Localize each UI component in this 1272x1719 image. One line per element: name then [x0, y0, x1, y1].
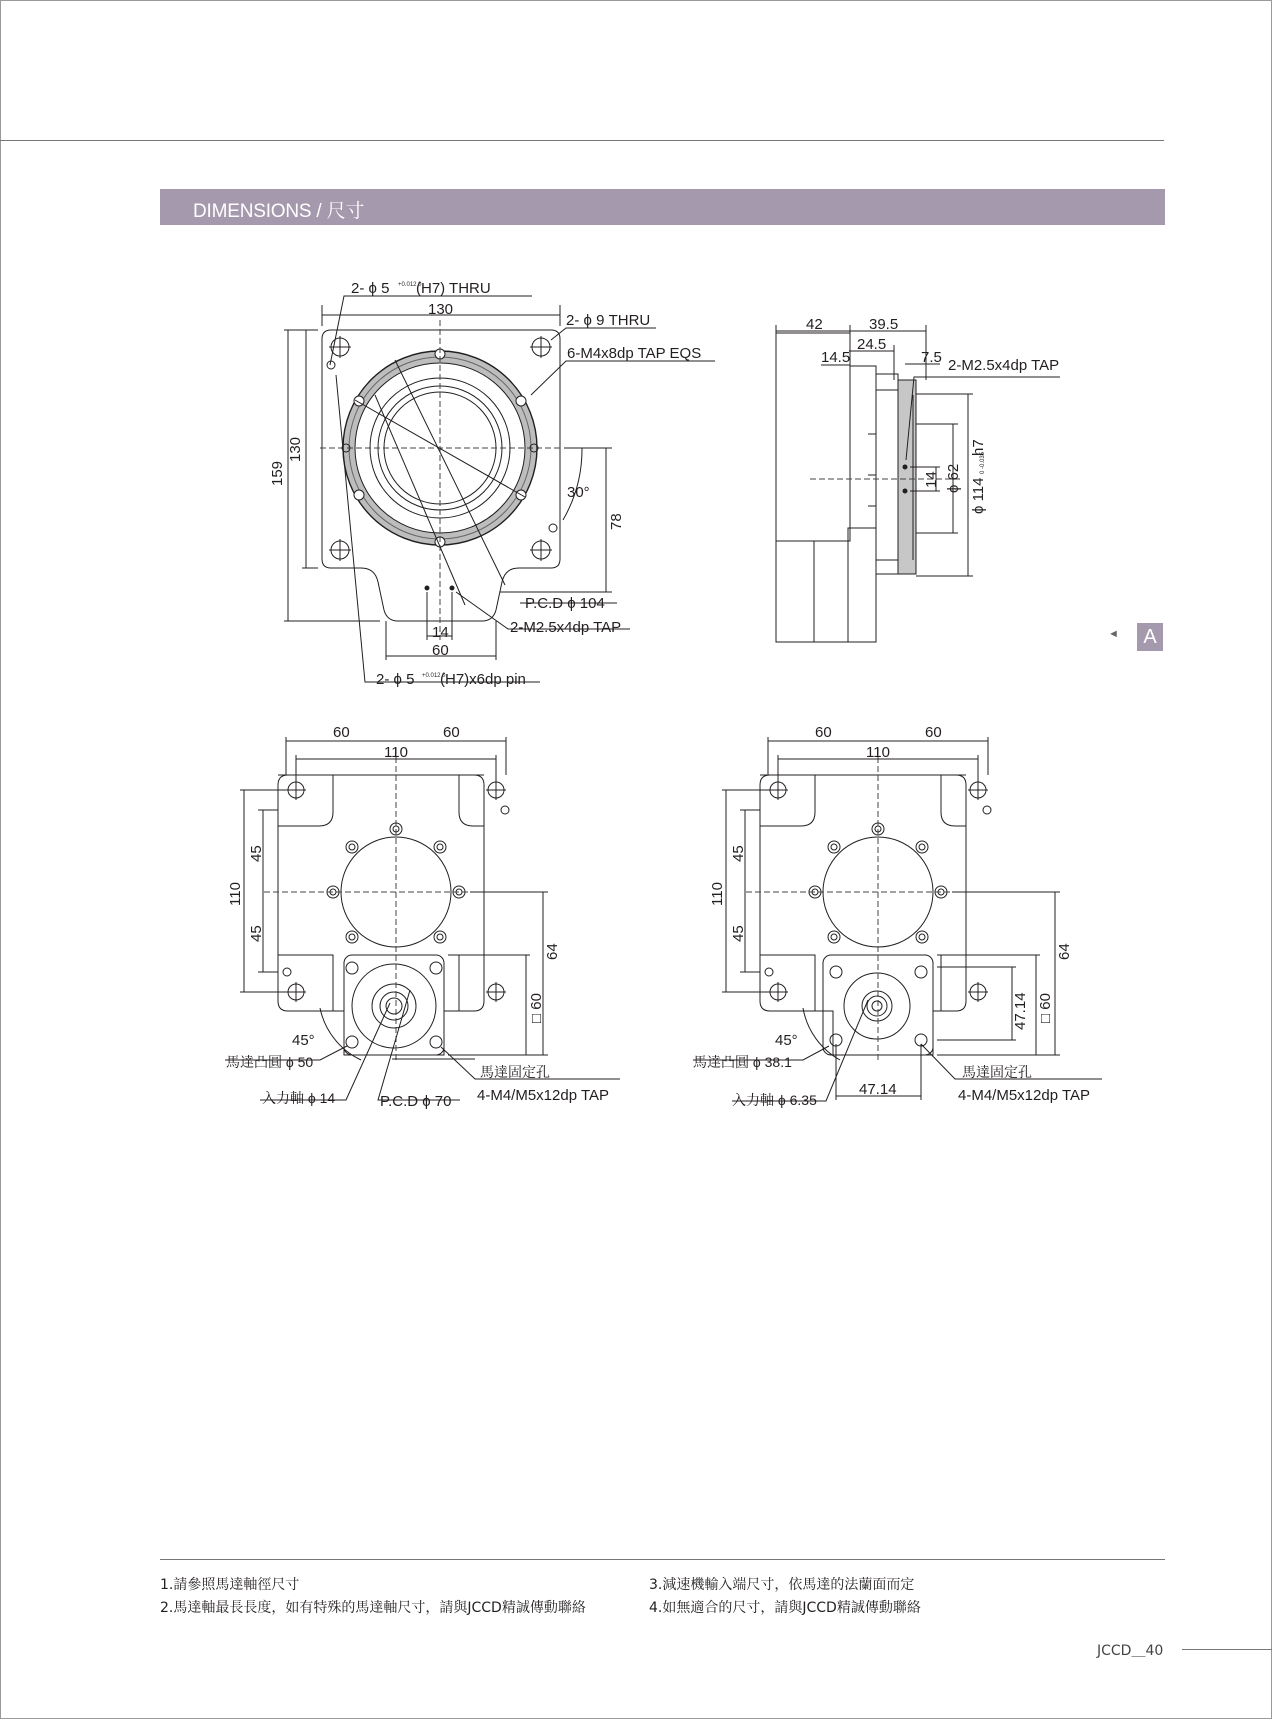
dim-side-tap: 2-M2.5x4dp TAP — [948, 357, 1060, 374]
bl-w60a: 60 — [333, 724, 350, 741]
dim-24-5: 24.5 — [857, 336, 887, 353]
dim-angle-30: 30° — [567, 484, 590, 501]
side-tab[interactable]: A — [1137, 623, 1163, 651]
dim-pin-thru-suffix: (H7) THRU — [416, 280, 491, 297]
dim-thru-hole: 2- ϕ 9 THRU — [566, 312, 651, 329]
dim-side-14: 14 — [923, 471, 940, 488]
dim-pin-dp-suffix: (H7)x6dp pin — [440, 671, 526, 688]
dim-phi-114-tol: 0 -0.035 — [980, 451, 986, 474]
note-4: 4.如無適合的尺寸，請與JCCD精誠傳動聯絡 — [649, 1600, 921, 1616]
dim-tap-small: 2-M2.5x4dp TAP — [510, 619, 622, 636]
br-h45a: 45 — [730, 845, 747, 862]
br-h45b: 45 — [730, 925, 747, 942]
footer-rule — [1182, 1649, 1272, 1650]
dim-pcd-104: P.C.D ϕ 104 — [525, 595, 605, 612]
note-2: 2.馬達軸最長長度，如有特殊的馬達軸尺寸，請與JCCD精誠傳動聯絡 — [160, 1600, 586, 1616]
section-title: DIMENSIONS / 尺寸 — [193, 201, 365, 222]
br-w60a: 60 — [815, 724, 832, 741]
dim-39-5: 39.5 — [869, 316, 899, 333]
br-sq60: □ 60 — [1037, 993, 1054, 1023]
dim-pin-dp-tol: +0.012 0 — [422, 673, 446, 679]
bl-motor-tap: 4-M4/M5x12dp TAP — [477, 1087, 610, 1104]
bottom-rule — [160, 1559, 1165, 1560]
dim-7-5: 7.5 — [921, 349, 942, 366]
dim-tap-holes: 6-M4x8dp TAP EQS — [567, 345, 702, 362]
bottom-right-view — [693, 737, 1102, 1101]
bl-h110: 110 — [227, 882, 244, 906]
br-angle: 45° — [775, 1032, 798, 1049]
br-w110: 110 — [866, 744, 890, 761]
dim-42: 42 — [806, 316, 823, 333]
bl-pcd: P.C.D ϕ 70 — [380, 1093, 452, 1110]
bl-w110: 110 — [384, 744, 408, 761]
bl-h45b: 45 — [248, 925, 265, 942]
note-1: 1.請參照馬達軸徑尺寸 — [160, 1577, 300, 1593]
dim-phi-114: ϕ 114 — [970, 477, 987, 514]
br-w47-14: 47.14 — [859, 1081, 897, 1098]
bl-h64: 64 — [544, 943, 561, 960]
dim-width-130: 130 — [428, 301, 454, 318]
dim-pin-thru: 2- ϕ 5 — [351, 280, 390, 297]
bl-sq60: □ 60 — [528, 993, 545, 1023]
br-h110: 110 — [709, 882, 726, 906]
dim-14-5: 14.5 — [821, 349, 851, 366]
br-w60b: 60 — [925, 724, 942, 741]
br-motor-fix: 馬達固定孔 — [962, 1064, 1032, 1080]
bl-input-shaft: 入力軸 ϕ 14 — [262, 1090, 336, 1106]
side-tab-arrow-icon: ◄ — [1108, 628, 1119, 640]
bl-angle: 45° — [292, 1032, 315, 1049]
bl-motor-fix: 馬達固定孔 — [480, 1064, 550, 1080]
bottom-left-view — [225, 737, 620, 1100]
bl-w60b: 60 — [443, 724, 460, 741]
br-motor-tap: 4-M4/M5x12dp TAP — [958, 1087, 1091, 1104]
dim-height-130: 130 — [287, 436, 304, 462]
dim-spacing-60: 60 — [432, 642, 449, 659]
dim-pin-thru-tol: +0.012 0 — [398, 282, 422, 288]
br-h47-14: 47.14 — [1012, 992, 1029, 1030]
bl-h45a: 45 — [248, 845, 265, 862]
note-3: 3.減速機輸入端尺寸，依馬達的法蘭面而定 — [649, 1577, 915, 1593]
bl-motor-boss: 馬達凸圓 ϕ 50 — [226, 1054, 314, 1070]
dim-height-159: 159 — [269, 460, 286, 486]
dim-spacing-14: 14 — [432, 624, 449, 641]
dim-offset-78: 78 — [608, 513, 625, 530]
dim-pin-dp: 2- ϕ 5 — [376, 671, 415, 688]
page-number: JCCD＿40 — [1097, 1643, 1164, 1659]
dim-phi-114-fit: h7 — [970, 439, 987, 456]
br-motor-boss: 馬達凸圓 ϕ 38.1 — [693, 1054, 792, 1070]
dim-phi-62: ϕ 62 — [945, 463, 962, 493]
br-input-shaft: 入力軸 ϕ 6.35 — [732, 1092, 817, 1108]
br-h64: 64 — [1056, 943, 1073, 960]
